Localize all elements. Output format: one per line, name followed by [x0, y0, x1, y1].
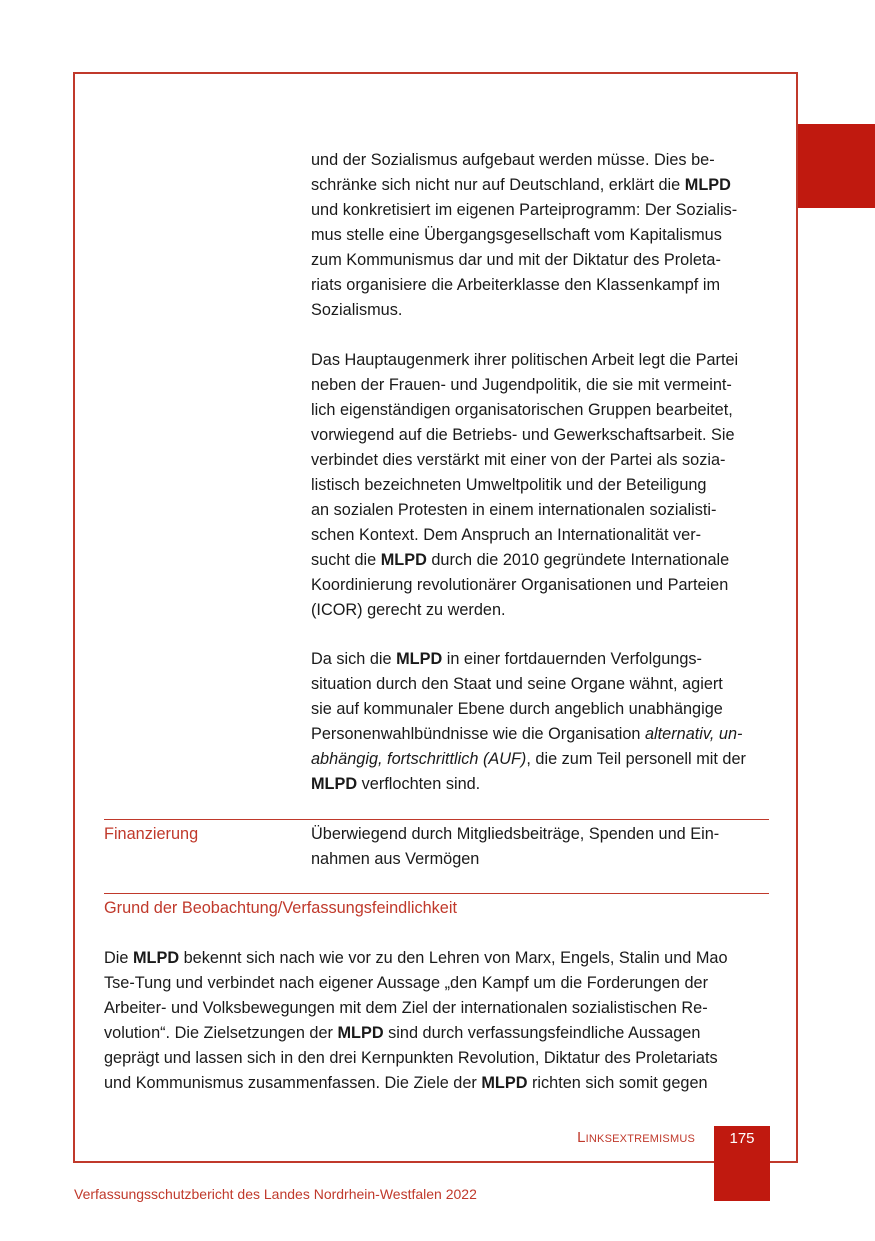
text-line: und Kommunismus zusammenfassen. Die Ziele der MLPD richten sich somit gegen [104, 1074, 708, 1092]
paragraph-political-work [311, 348, 771, 623]
text-line: MLPD verflochten sind. [311, 775, 481, 793]
page-number: 175 [729, 1130, 755, 1147]
text-line: mus stelle eine Übergangsgesellschaft vom Kapitalismus [311, 226, 722, 244]
chapter-tab-marker [798, 124, 875, 208]
paragraph-local-alliances [311, 647, 771, 797]
text-line: Arbeiter- und Volksbewegungen mit dem Ziel der internationalen sozialistischen Re- [104, 999, 708, 1017]
text-line: (ICOR) gerecht zu werden. [311, 601, 506, 619]
text-line: Das Hauptaugenmerk ihrer politischen Arbeit legt die Partei [311, 351, 739, 369]
text-line: abhängig, fortschrittlich (AUF), die zum Teil personell mit der [311, 750, 746, 768]
text-line: verbindet dies verstärkt mit einer von der Partei als sozia- [311, 451, 726, 469]
text-line: schränke sich nicht nur auf Deutschland, erklärt die MLPD [311, 176, 731, 194]
text-line: Die MLPD bekennt sich nach wie vor zu den Lehren von Marx, Engels, Stalin und Mao [104, 949, 728, 967]
text-line: vorwiegend auf die Betriebs- und Gewerkschaftsarbeit. Sie [311, 426, 735, 444]
finanzierung-text [311, 822, 771, 872]
text-line: riats organisiere die Arbeiterklasse den Klassenkampf im [311, 276, 721, 294]
text-line: volution“. Die Zielsetzungen der MLPD sind durch verfassungsfeindliche Aussagen [104, 1024, 701, 1042]
page-number-box [714, 1126, 770, 1201]
text-line: Da sich die MLPD in einer fortdauernden Verfolgungs- [311, 650, 702, 668]
grund-heading: Grund der Beobachtung/Verfassungsfeindlichkeit [104, 899, 457, 917]
text-line: neben der Frauen- und Jugendpolitik, die sie mit vermeint- [311, 376, 732, 394]
divider-rule [104, 819, 769, 820]
text-line: schen Kontext. Dem Anspruch an Internationalität ver- [311, 526, 702, 544]
finanzierung-label: Finanzierung [104, 825, 199, 843]
paragraph-socialism [311, 148, 771, 323]
text-line: und konkretisiert im eigenen Parteiprogramm: Der Sozialis- [311, 201, 738, 219]
text-line: Überwiegend durch Mitgliedsbeiträge, Spenden und Ein- [311, 825, 720, 843]
text-line: Tse-Tung und verbindet nach eigener Aussage „den Kampf um die Forderungen der [104, 974, 708, 992]
text-line: Personenwahlbündnisse wie die Organisation alternativ, un- [311, 725, 743, 743]
text-line: zum Kommunismus dar und mit der Diktatur des Proleta- [311, 251, 721, 269]
text-line: sie auf kommunaler Ebene durch angeblich unabhängige [311, 700, 723, 718]
text-line: Sozialismus. [311, 301, 403, 319]
text-line: Koordinierung revolutionärer Organisationen und Parteien [311, 576, 729, 594]
text-line: und der Sozialismus aufgebaut werden müsse. Dies be- [311, 151, 715, 169]
text-line: geprägt und lassen sich in den drei Kernpunkten Revolution, Diktatur des Proletariats [104, 1049, 718, 1067]
text-line: sucht die MLPD durch die 2010 gegründete Internationale [311, 551, 730, 569]
text-line: listisch bezeichneten Umweltpolitik und der Beteiligung [311, 476, 707, 494]
text-line: nahmen aus Vermögen [311, 850, 480, 868]
section-name: Linksextremismus [577, 1129, 695, 1146]
divider-rule [104, 893, 769, 894]
publication-title: Verfassungsschutzbericht des Landes Nordrhein-Westfalen 2022 [74, 1186, 477, 1202]
text-line: lich eigenständigen organisatorischen Gruppen bearbeitet, [311, 401, 733, 419]
text-line: situation durch den Staat und seine Organe wähnt, agiert [311, 675, 723, 693]
paragraph-grund [104, 946, 769, 1096]
text-line: an sozialen Protesten in einem internationalen sozialisti- [311, 501, 717, 519]
